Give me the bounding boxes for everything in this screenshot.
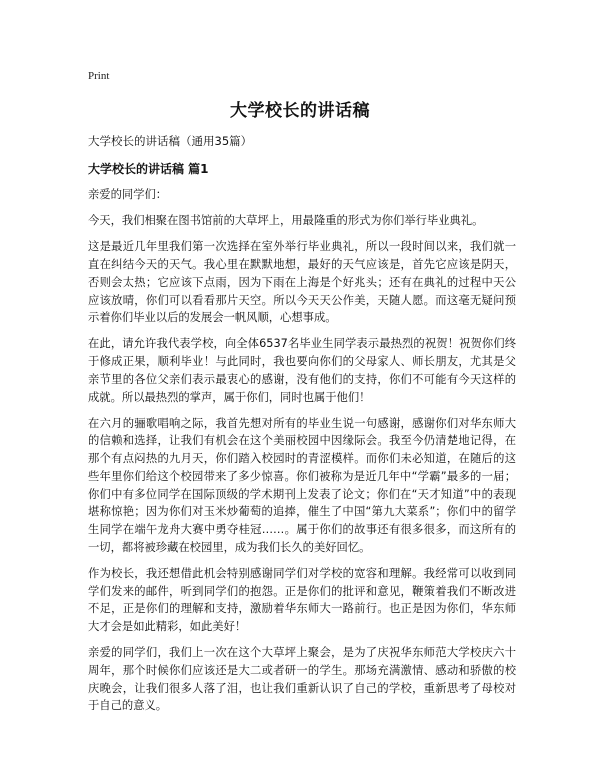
paragraph: 作为校长，我还想借此机会特别感谢同学们对学校的宽容和理解。我经常可以收到同学们发来的邮件，听到同学们的抱怨。正是你们的批评和意见，鞭策着我们不断改进不足，正是你们的理解和支持，激励着华东师大一路前行。也正是因为你们，华东师大才会是如此精彩，如此美好！ bbox=[88, 566, 516, 633]
paragraph: 今天，我们相聚在图书馆前的大草坪上，用最隆重的形式为你们举行毕业典礼。 bbox=[88, 214, 484, 228]
paragraph: 在六月的骊歌唱响之际，我首先想对所有的毕业生说一句感谢，感谢你们对华东师大的信赖和选择，让我们有机会在这个美丽校园中因缘际会。我至今仍清楚地记得，在那个有点闷热的九月天，你们踏入校园时的青涩模样。而你们未必知道，在随后的这些年里你们给这个校园带来了多少惊喜。你们被称为是近几年中“学霸”最多的一届；你们中有多位同学在国际顶级的学术期刊上发表了论文；你们在“天才知道”中的表现堪称惊艳；因为你们对玉米炒葡萄的追捧，催生了中国“第九大菜系”；你们中的留学生同学在端午龙舟大赛中勇夺桂冠……。属于你们的故事还有很多很多，而这所有的一切，都将被珍藏在校园里，成为我们长久的美好回忆。 bbox=[88, 416, 516, 554]
document-subtitle: 大学校长的讲话稿（通用35篇） bbox=[88, 134, 253, 148]
page-title: 大学校长的讲话稿 bbox=[230, 101, 370, 121]
print-link[interactable]: Print bbox=[88, 70, 110, 82]
section-heading: 大学校长的讲话稿 篇1 bbox=[88, 162, 209, 176]
document-body bbox=[88, 186, 516, 723]
paragraph-salutation: 亲爱的同学们： bbox=[88, 188, 168, 201]
paragraph: 亲爱的同学们，我们上一次在这个大草坪上聚会，是为了庆祝华东师范大学校庆六十周年，那个时候你们应该还是大二或者研一的学生。那场充满激情、感动和骄傲的校庆晚会，让我们很多人落了泪，也让我们重新认识了自己的学校，重新思考了母校对于自己的意义。 bbox=[88, 646, 516, 713]
paragraph: 在此，请允许我代表学校，向全体6537名毕业生同学表示最热烈的祝贺！祝贺你们终于修成正果，顺利毕业！与此同时，我也要向你们的父母家人、师长朋友，尤其是父亲节里的各位父亲们表示最衷心的感谢，没有他们的支持，你们不可能有今天这样的成就。所以最热烈的掌声，属于你们，同时也属于他们！ bbox=[88, 337, 516, 404]
paragraph: 这是最近几年里我们第一次选择在室外举行毕业典礼，所以一段时间以来，我们就一直在纠结今天的天气。我心里在默默地想，最好的天气应该是，首先它应该是阴天，否则会太热；它应该下点雨，因为下雨在上海是个好兆头；还有在典礼的过程中天公应该放晴，你们可以看看那片天空。所以今天天公作美，天随人愿。而这毫无疑问预示着你们毕业以后的发展会一帆风顺，心想事成。 bbox=[88, 240, 516, 325]
